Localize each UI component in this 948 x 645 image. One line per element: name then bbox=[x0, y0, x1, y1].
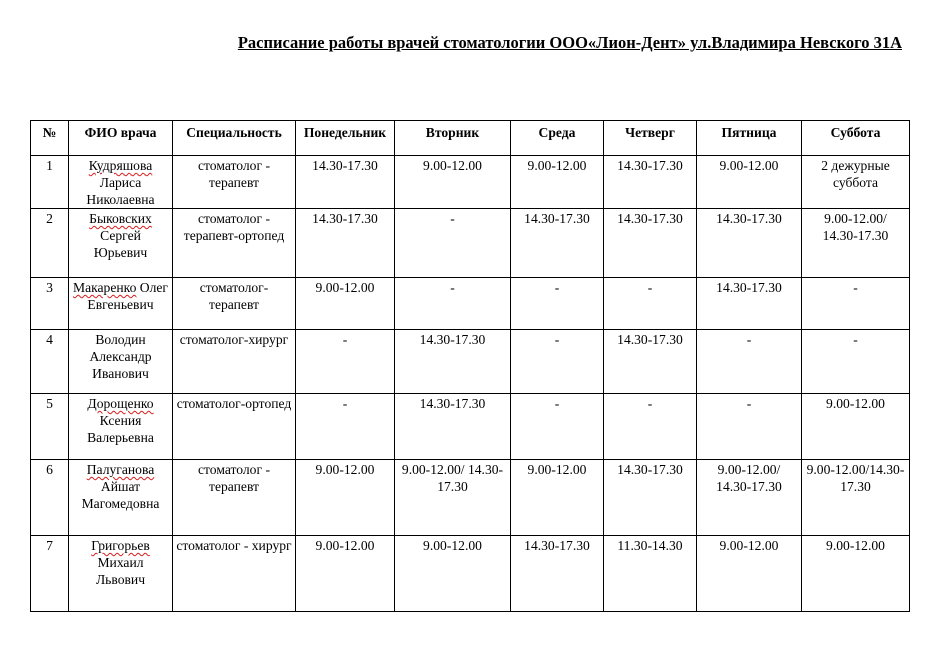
row-num: 3 bbox=[31, 278, 69, 330]
doctor-surname: Кудряшова bbox=[88, 158, 153, 173]
doctor-specialty: стоматолог-ортопед bbox=[173, 394, 296, 460]
doctor-name-rest: Сергей Юрьевич bbox=[93, 228, 148, 260]
doctor-name-rest: Айшат Магомедовна bbox=[81, 479, 160, 511]
doctor-specialty: стоматолог - хирург bbox=[173, 536, 296, 612]
doctor-specialty: стоматолог - терапевт-ортопед bbox=[173, 209, 296, 278]
cell-saturday: 9.00-12.00 bbox=[802, 394, 910, 460]
cell-monday: 14.30-17.30 bbox=[296, 156, 395, 209]
cell-saturday: 9.00-12.00/14.30-17.30 bbox=[802, 460, 910, 536]
header-doctor: ФИО врача bbox=[69, 121, 173, 156]
header-num: № bbox=[31, 121, 69, 156]
cell-saturday: 2 дежурные суббота bbox=[802, 156, 910, 209]
doctor-name bbox=[69, 209, 173, 278]
doctor-specialty: стоматолог-терапевт bbox=[173, 278, 296, 330]
cell-wednesday: 9.00-12.00 bbox=[511, 460, 604, 536]
doctor-specialty: стоматолог-хирург bbox=[173, 330, 296, 394]
doctor-specialty: стоматолог - терапевт bbox=[173, 156, 296, 209]
header-specialty: Специальность bbox=[173, 121, 296, 156]
cell-tuesday: 9.00-12.00 bbox=[395, 156, 511, 209]
row-num: 5 bbox=[31, 394, 69, 460]
cell-monday: 9.00-12.00 bbox=[296, 536, 395, 612]
cell-wednesday: - bbox=[511, 330, 604, 394]
row-num: 6 bbox=[31, 460, 69, 536]
cell-thursday: 14.30-17.30 bbox=[604, 156, 697, 209]
row-num: 7 bbox=[31, 536, 69, 612]
cell-wednesday: 14.30-17.30 bbox=[511, 536, 604, 612]
cell-monday: 14.30-17.30 bbox=[296, 209, 395, 278]
cell-monday: - bbox=[296, 394, 395, 460]
cell-wednesday: - bbox=[511, 278, 604, 330]
cell-tuesday: 14.30-17.30 bbox=[395, 330, 511, 394]
doctor-name-rest: Олег Евгеньевич bbox=[87, 280, 168, 312]
cell-thursday: 14.30-17.30 bbox=[604, 209, 697, 278]
doctor-surname: Дорощенко bbox=[87, 396, 154, 411]
cell-wednesday: - bbox=[511, 394, 604, 460]
doctor-specialty: стоматолог - терапевт bbox=[173, 460, 296, 536]
doctor-surname: Макаренко bbox=[73, 280, 137, 295]
cell-saturday: 9.00-12.00/ 14.30-17.30 bbox=[802, 209, 910, 278]
cell-tuesday: - bbox=[395, 278, 511, 330]
cell-thursday: - bbox=[604, 278, 697, 330]
table-row bbox=[31, 460, 910, 536]
cell-tuesday: 14.30-17.30 bbox=[395, 394, 511, 460]
table-row bbox=[31, 209, 910, 278]
doctor-surname: Володин bbox=[95, 332, 146, 347]
cell-friday: - bbox=[697, 394, 802, 460]
cell-thursday: 14.30-17.30 bbox=[604, 460, 697, 536]
page-title: Расписание работы врачей стоматологии ООО«Лион-Дент» ул.Владимира Невского 31А bbox=[237, 33, 902, 52]
cell-monday: - bbox=[296, 330, 395, 394]
row-num: 4 bbox=[31, 330, 69, 394]
cell-monday: 9.00-12.00 bbox=[296, 278, 395, 330]
cell-wednesday: 9.00-12.00 bbox=[511, 156, 604, 209]
cell-thursday: 11.30-14.30 bbox=[604, 536, 697, 612]
table-row bbox=[31, 156, 910, 209]
header-thursday: Четверг bbox=[604, 121, 697, 156]
doctor-surname: Быковских bbox=[89, 211, 152, 226]
cell-friday: 14.30-17.30 bbox=[697, 209, 802, 278]
doctor-name bbox=[69, 460, 173, 536]
header-monday: Понедельник bbox=[296, 121, 395, 156]
cell-saturday: - bbox=[802, 330, 910, 394]
schedule-table bbox=[30, 120, 910, 612]
cell-tuesday: 9.00-12.00/ 14.30-17.30 bbox=[395, 460, 511, 536]
cell-thursday: - bbox=[604, 394, 697, 460]
cell-friday: - bbox=[697, 330, 802, 394]
doctor-surname: Палуганова bbox=[86, 462, 155, 477]
header-row bbox=[31, 121, 910, 156]
row-num: 2 bbox=[31, 209, 69, 278]
doctor-name bbox=[69, 394, 173, 460]
doctor-name bbox=[69, 156, 173, 209]
header-tuesday: Вторник bbox=[395, 121, 511, 156]
doctor-name-rest: Ксения Валерьевна bbox=[87, 413, 154, 445]
cell-saturday: - bbox=[802, 278, 910, 330]
doctor-name-rest: Михаил Львович bbox=[95, 555, 146, 587]
header-wednesday: Среда bbox=[511, 121, 604, 156]
table-row bbox=[31, 394, 910, 460]
cell-friday: 14.30-17.30 bbox=[697, 278, 802, 330]
cell-friday: 9.00-12.00 bbox=[697, 536, 802, 612]
doctor-surname: Григорьев bbox=[91, 538, 150, 553]
header-saturday: Суббота bbox=[802, 121, 910, 156]
doctor-name bbox=[69, 536, 173, 612]
table-row bbox=[31, 536, 910, 612]
table-row bbox=[31, 278, 910, 330]
cell-thursday: 14.30-17.30 bbox=[604, 330, 697, 394]
header-friday: Пятница bbox=[697, 121, 802, 156]
doctor-name bbox=[69, 330, 173, 394]
cell-tuesday: - bbox=[395, 209, 511, 278]
cell-friday: 9.00-12.00 bbox=[697, 156, 802, 209]
cell-monday: 9.00-12.00 bbox=[296, 460, 395, 536]
doctor-name bbox=[69, 278, 173, 330]
cell-friday: 9.00-12.00/ 14.30-17.30 bbox=[697, 460, 802, 536]
cell-saturday: 9.00-12.00 bbox=[802, 536, 910, 612]
doctor-name-rest: Александр Иванович bbox=[89, 349, 152, 381]
table-row bbox=[31, 330, 910, 394]
doctor-name-rest: Лариса Николаевна bbox=[86, 175, 155, 207]
cell-wednesday: 14.30-17.30 bbox=[511, 209, 604, 278]
cell-tuesday: 9.00-12.00 bbox=[395, 536, 511, 612]
row-num: 1 bbox=[31, 156, 69, 209]
